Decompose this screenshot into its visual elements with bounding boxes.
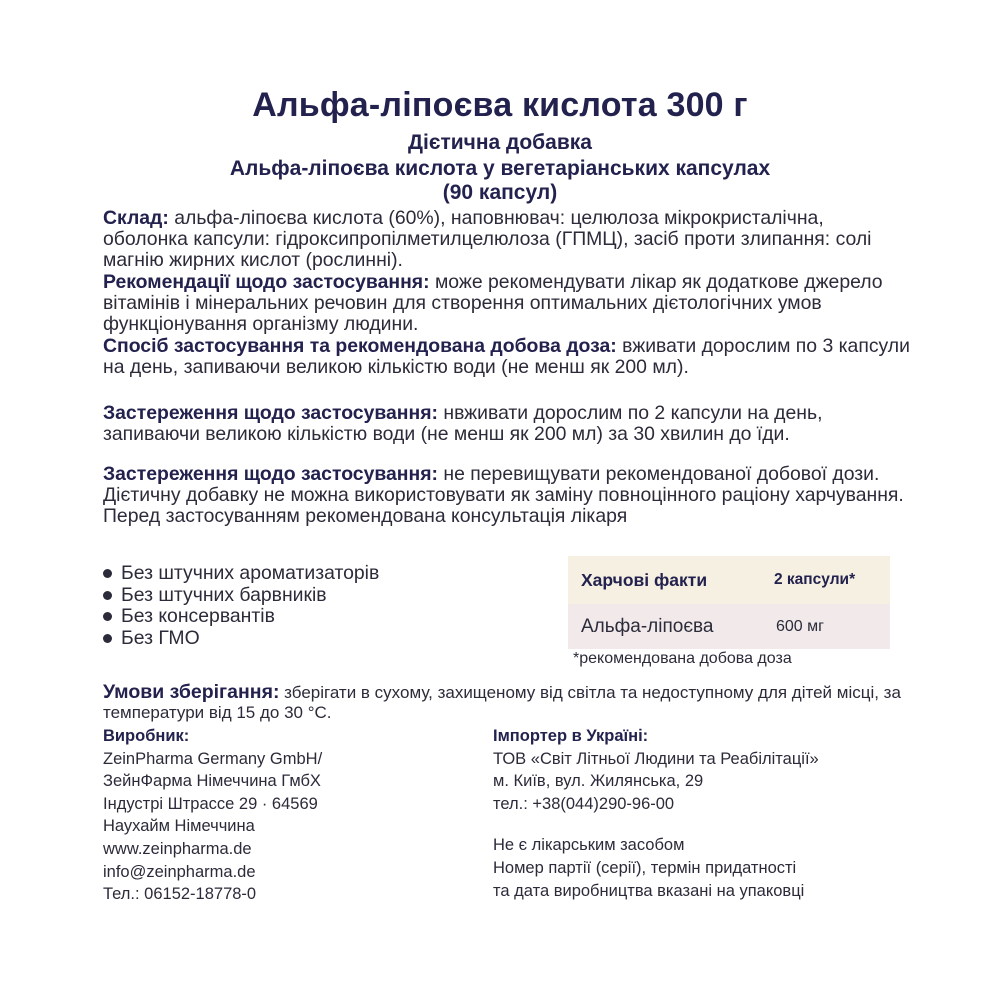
warning-label-1: Застереження щодо застосування: — [103, 402, 438, 424]
manufacturer-email: info@zeinpharma.de — [103, 862, 256, 881]
features-list — [103, 563, 379, 649]
bullet-icon — [103, 569, 112, 578]
bullet-icon — [103, 612, 112, 621]
bullet-icon — [103, 634, 112, 643]
nutrition-header-serving: 2 капсули* — [774, 571, 856, 588]
legal-note: Не є лікарським засобом — [493, 836, 685, 855]
recommendations-text: може рекомендувати лікар як додаткове джерело вітамінів і мінеральних речовин для створення оптимальних дієтологічних умов функціонування організму людини. — [103, 271, 883, 335]
recommendations-label: Рекомендації щодо застосування: — [103, 271, 430, 293]
list-item: Без консервантів — [103, 606, 379, 628]
product-subtitle: Дієтична добавка — [408, 131, 592, 154]
bullet-icon — [103, 591, 112, 600]
importer-line: м. Київ, вул. Жилянська, 29 — [493, 772, 704, 791]
manufacturer-phone: Тел.: 06152-18778-0 — [103, 885, 257, 904]
list-item: Без штучних барвників — [103, 585, 379, 607]
manufacturer-line: Наухайм Німеччина — [103, 817, 255, 836]
table-row — [568, 604, 890, 649]
storage-label: Умови зберігання: — [103, 681, 280, 703]
manufacturer-line: ЗейнФарма Німеччина ГмбХ — [103, 772, 321, 791]
manufacturer-block — [103, 725, 322, 906]
recommendations-section — [103, 272, 913, 335]
storage-section — [103, 682, 903, 723]
usage-text: вживати дорослим по 3 капсули на день, запиваючи великою кількістю води (не менш як 200 мл). — [103, 335, 910, 378]
manufacturer-line: ZeinPharma Germany GmbH/ — [103, 749, 323, 768]
nutrition-facts-table — [568, 556, 890, 649]
importer-block — [493, 725, 819, 902]
warning-text-1: нвживати дорослим по 2 капсули на день, запиваючи великою кількістю води (не менш як 200 мл) за 30 хвилин до їди. — [103, 402, 823, 445]
composition-label: Склад: — [103, 207, 169, 229]
importer-label: Імпортер в Україні: — [493, 727, 649, 745]
manufacturer-line: Індустрі Штрассе 29 · 64569 — [103, 794, 318, 813]
usage-section — [103, 336, 913, 378]
nutrition-footnote: *рекомендована добова доза — [573, 650, 792, 667]
manufacturer-label: Виробник: — [103, 727, 190, 745]
legal-note: та дата виробництва вказані на упаковці — [493, 881, 805, 900]
spacer — [493, 815, 819, 834]
list-item: Без штучних ароматизаторів — [103, 563, 379, 585]
nutrition-header-row — [568, 556, 890, 604]
storage-text: зберігати в сухому, захищеному від світла та недоступному для дітей місці, за температури від 15 до 30 °C. — [103, 683, 901, 722]
composition-text: альфа-ліпоєва кислота (60%), наповнювач: целюлоза мікрокристалічна, оболонка капсули: гідроксипропілметилцелюлоза (ГПМЦ), засіб проти злипання: солі магнію жирних кислот (рослинні). — [103, 207, 872, 271]
product-title: Альфа-ліпоєва кислота 300 г — [252, 86, 748, 124]
nutrient-name: Альфа-ліпоєва — [581, 615, 714, 637]
importer-line: ТОВ «Світ Літньої Людини та Реабілітації» — [493, 749, 819, 768]
nutrition-header-label: Харчові факти — [581, 569, 708, 590]
product-description: Альфа-ліпоєва кислота у вегетаріанських капсулах — [229, 157, 771, 180]
warning-text-2: не перевищувати рекомендованої добової дози. Дієтичну добавку не можна використовувати як заміну повноцінного раціону харчування. Перед застосуванням рекомендована консультація лікаря — [103, 463, 904, 527]
manufacturer-website: www.zeinpharma.de — [103, 839, 252, 858]
legal-note: Номер партії (серії), термін придатності — [493, 858, 797, 877]
composition-section — [103, 208, 913, 271]
warning-section-1 — [103, 403, 913, 445]
warning-section-2 — [103, 464, 913, 527]
list-item: Без ГМО — [103, 628, 379, 650]
importer-phone: тел.: +38(044)290-96-00 — [493, 794, 675, 813]
warning-label-2: Застереження щодо застосування: — [103, 463, 438, 485]
nutrient-amount: 600 мг — [776, 617, 824, 635]
usage-label: Спосіб застосування та рекомендована добова доза: — [103, 335, 617, 357]
capsule-count: (90 капсул) — [442, 181, 558, 204]
